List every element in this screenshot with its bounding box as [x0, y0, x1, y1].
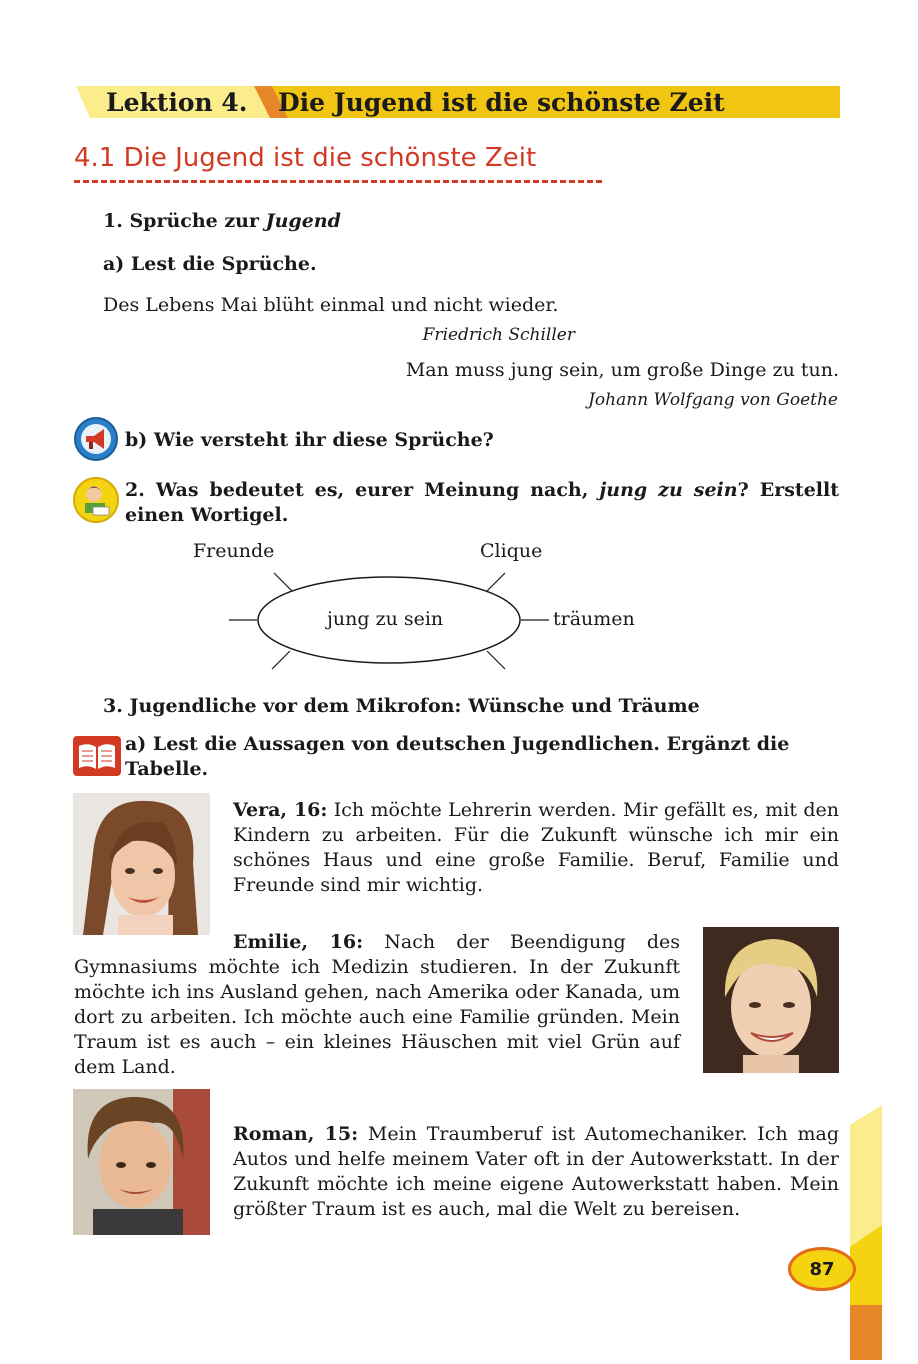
open-book-icon — [73, 736, 121, 776]
statement-roman — [233, 1122, 839, 1222]
hedgehog-word-2: Clique — [480, 540, 543, 562]
roman-photo — [73, 1089, 210, 1235]
task2-text-after: ? Erstellt einen Wortigel. — [125, 479, 839, 526]
side-decoration — [850, 1105, 918, 1360]
task1-number: 1. Sprüche zur — [103, 210, 266, 232]
hedgehog-word-3: träumen — [553, 608, 635, 630]
task3-part-a: a) Lest die Aussagen von deutschen Jugendlichen. Ergänzt die Tabelle. — [125, 733, 790, 780]
task1-heading — [103, 210, 341, 232]
statement-emilie-text: Nach der Beendigung des Gymnasiums möchte ich Medizin studieren. In der Zukunft möchte ich ins Ausland gehen, nach Amerika oder Kanada, um dort zu arbeiten. Ich möchte auch eine Familie gründen. Mein Traum ist es auch – ein kleines Häuschen mit viel Grün auf dem Land. — [74, 931, 680, 1078]
statement-roman-name: Roman, 15: — [233, 1123, 359, 1145]
task1-part-b: b) Wie versteht ihr diese Sprüche? — [125, 429, 494, 451]
quote2-author: Johann Wolfgang von Goethe — [588, 390, 838, 410]
section-title-underline — [74, 180, 602, 183]
hedgehog-word-1: Freunde — [193, 540, 275, 562]
page-number: 87 — [788, 1247, 856, 1291]
statement-vera — [233, 798, 839, 898]
statement-roman-text: Mein Traumberuf ist Automechaniker. Ich mag Autos und helfe meinem Vater oft in der Autowerkstatt. In der Zukunft möchte ich meine eigene Autowerkstatt haben. Mein größter Traum ist es auch, mal die Welt zu bereisen. — [233, 1123, 839, 1220]
student-writing-icon — [73, 477, 117, 521]
task2-text-italic: jung zu sein — [599, 479, 738, 501]
task2-heading — [125, 478, 839, 528]
hedgehog-center: jung zu sein — [327, 608, 444, 630]
task2-text-before: 2. Was bedeutet es, eurer Meinung nach, — [125, 479, 600, 501]
statement-emilie — [74, 930, 680, 1080]
statement-vera-name: Vera, 16: — [233, 799, 328, 821]
emilie-photo — [703, 927, 839, 1073]
megaphone-icon — [74, 417, 118, 461]
lesson-title: Die Jugend ist die schönste Zeit — [278, 88, 725, 117]
quote1-text: Des Lebens Mai blüht einmal und nicht wieder. — [103, 294, 559, 316]
quote1-author: Friedrich Schiller — [422, 325, 575, 345]
task1-topic: Jugend — [265, 210, 341, 232]
quote2-text: Man muss jung sein, um große Dinge zu tun. — [405, 359, 839, 381]
lesson-number: Lektion 4. — [106, 88, 248, 117]
task1-part-a: a) Lest die Sprüche. — [103, 253, 317, 275]
statement-vera-text: Ich möchte Lehrerin werden. Mir gefällt es, mit den Kindern zu arbeiten. Für die Zukunft wünsche ich mir ein schönes Haus und eine große Familie. Beruf, Familie und Freunde sind mir wichtig. — [233, 799, 839, 896]
statement-emilie-name: Emilie, 16: — [233, 931, 364, 953]
section-title: 4.1 Die Jugend ist die schönste Zeit — [74, 143, 537, 173]
vera-photo — [73, 793, 210, 935]
task3-heading: 3. Jugendliche vor dem Mikrofon: Wünsche und Träume — [103, 695, 700, 717]
lesson-header — [76, 86, 840, 118]
